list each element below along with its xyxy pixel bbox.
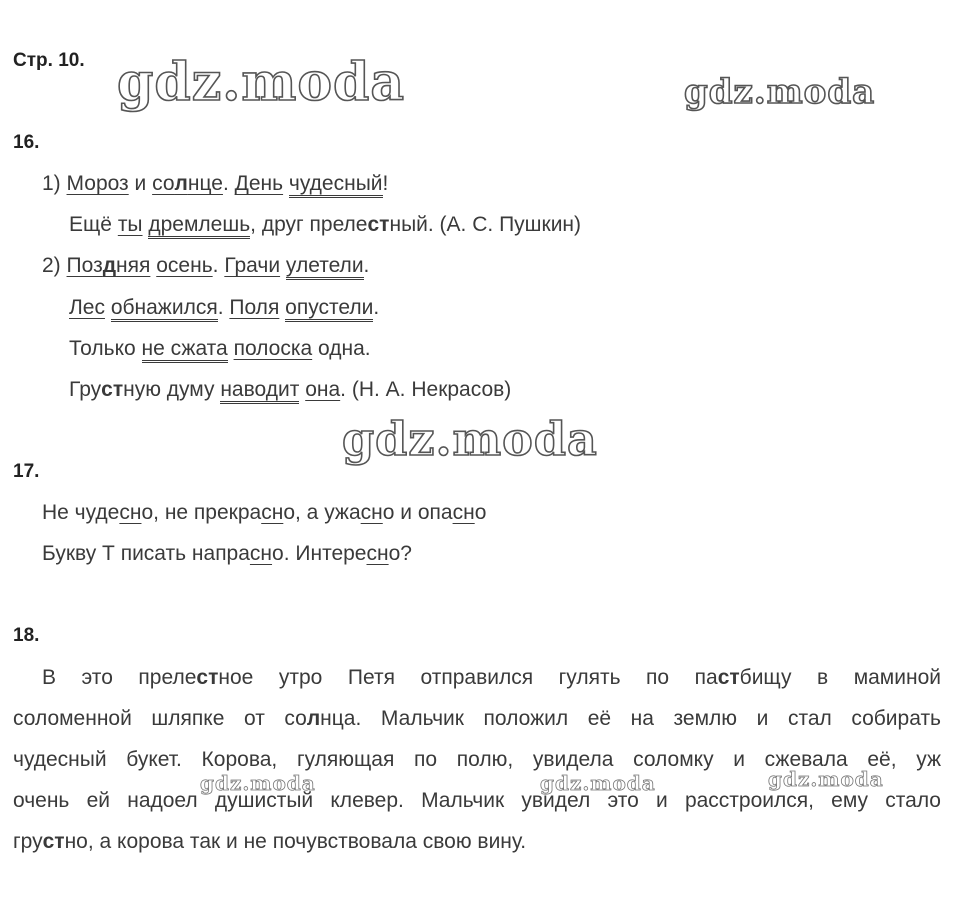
ex18-line-5: грустно, а корова так и не почувствовала свою вину. — [13, 830, 527, 853]
ex16-line-6: Грустную думу наводит она. (Н. А. Некрасов) — [69, 377, 511, 403]
watermark-small-3: gdz.moda — [768, 767, 884, 791]
watermark-center: gdz.moda — [342, 412, 598, 466]
watermark-medium: gdz.moda — [684, 72, 876, 112]
ex16-line-4: Лес обнажился. Поля опустели. — [69, 295, 379, 321]
exercise-16-number: 16. — [13, 132, 40, 153]
ex16-line-2: Ещё ты дремлешь, друг прелестный. (А. С. Пушкин) — [69, 212, 581, 238]
page-label: Стр. 10. — [13, 50, 85, 71]
ex17-line-1: Не чудесно, не прекрасно, а ужасно и опасно — [42, 501, 487, 524]
ex18-line-2: соломенной шляпке от солнца. Мальчик положил её на землю и стал собирать — [13, 707, 941, 730]
watermark-large: gdz.moda — [117, 52, 406, 113]
ex18-line-3: чудесный букет. Корова, гуляющая по полю, увидела соломку и сжевала её, уж — [13, 748, 941, 771]
exercise-18-number: 18. — [13, 625, 40, 646]
ex18-line-1: В это прелестное утро Петя отправился гулять по пастбищу в маминой — [42, 666, 941, 689]
ex16-line-3: 2) Поздняя осень. Грачи улетели. — [42, 253, 369, 279]
exercise-17-number: 17. — [13, 461, 40, 482]
ex18-line-4: очень ей надоел душистый клевер. Мальчик увидел это и расстроился, ему стало — [13, 789, 941, 812]
watermark-small-1: gdz.moda — [200, 771, 316, 795]
ex17-line-2: Букву Т писать напрасно. Интересно? — [42, 542, 412, 565]
watermark-small-2: gdz.moda — [540, 771, 656, 795]
ex16-line-5: Только не сжата полоска одна. — [69, 336, 371, 362]
ex16-line-1: 1) Мороз и солнце. День чудесный! — [42, 171, 388, 197]
